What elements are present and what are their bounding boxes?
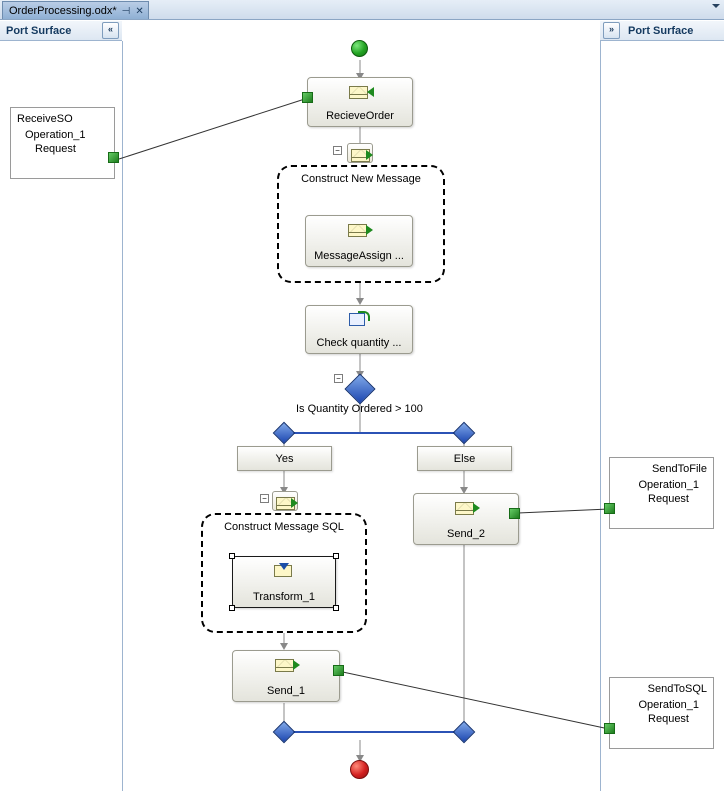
end-orchestration-icon[interactable]	[350, 760, 369, 779]
port-receiveso-operation: Operation_1	[25, 129, 86, 141]
port-sendtofile[interactable]	[609, 457, 714, 529]
send-message-icon	[275, 657, 297, 675]
port-sendtosql-message: Request	[648, 713, 689, 725]
shape-transform-1-label: Transform_1	[253, 591, 315, 603]
shape-send-2[interactable]	[413, 493, 519, 545]
branch-yes[interactable]	[237, 446, 332, 471]
port-sendtofile-operation: Operation_1	[638, 479, 699, 491]
branch-else-label: Else	[453, 453, 476, 465]
right-port-surface-header	[600, 21, 724, 41]
port-sendtofile-name: SendToFile	[651, 463, 707, 475]
left-port-surface-title: Port Surface	[6, 24, 72, 37]
port-sendtosql-name: SendToSQL	[647, 683, 707, 695]
close-icon[interactable]: ✕	[135, 5, 144, 17]
selection-handle-tl[interactable]	[229, 553, 235, 559]
shape-send-1-connector[interactable]	[333, 665, 344, 676]
transform-icon	[274, 562, 294, 578]
begin-orchestration-icon[interactable]	[351, 40, 368, 57]
selection-handle-tr[interactable]	[333, 553, 339, 559]
shape-send-1[interactable]	[232, 650, 340, 702]
shape-send-2-connector[interactable]	[509, 508, 520, 519]
left-port-surface-header	[0, 21, 122, 41]
document-tab-strip	[0, 0, 724, 20]
tab-orderprocessing[interactable]	[2, 1, 149, 19]
message-assignment-icon	[348, 222, 370, 240]
port-receiveso[interactable]	[10, 107, 115, 179]
chevron-right-icon[interactable]: »	[603, 22, 620, 39]
shape-receive-order-connector[interactable]	[302, 92, 313, 103]
chevron-left-icon[interactable]: «	[102, 22, 119, 39]
shape-send-1-label: Send_1	[267, 685, 305, 697]
scope-construct-new-message-label: Construct New Message	[301, 173, 421, 185]
port-sendtofile-message: Request	[648, 493, 689, 505]
branch-yes-label: Yes	[275, 453, 294, 465]
right-port-surface-title: Port Surface	[628, 24, 694, 37]
send-message-icon-2	[455, 500, 477, 518]
shape-transform-1[interactable]	[232, 556, 336, 608]
port-sendtosql[interactable]	[609, 677, 714, 749]
selection-handle-br[interactable]	[333, 605, 339, 611]
shape-expression-check-quantity[interactable]	[305, 305, 413, 354]
shape-message-assignment[interactable]	[305, 215, 413, 267]
scope-construct-message-sql-label: Construct Message SQL	[224, 521, 344, 533]
port-sendtosql-connector[interactable]	[604, 723, 615, 734]
decide-label: Is Quantity Ordered > 100	[296, 403, 423, 415]
minus-toggle-decide[interactable]: −	[334, 374, 343, 383]
tab-label: OrderProcessing.odx*	[9, 5, 117, 17]
selection-handle-bl[interactable]	[229, 605, 235, 611]
receive-message-icon	[349, 84, 371, 102]
port-receiveso-connector[interactable]	[108, 152, 119, 163]
port-sendtofile-connector[interactable]	[604, 503, 615, 514]
expression-icon	[349, 311, 369, 327]
port-receiveso-message: Request	[35, 143, 76, 155]
minus-toggle-construct-message-sql[interactable]: −	[260, 494, 269, 503]
shape-receive-order[interactable]	[307, 77, 413, 127]
shape-send-2-label: Send_2	[447, 528, 485, 540]
pin-icon[interactable]: ⊣	[121, 5, 131, 17]
shape-message-assignment-label: MessageAssign ...	[314, 250, 404, 262]
construct-message-sql-scope-icon	[272, 491, 298, 511]
chevron-down-icon[interactable]	[712, 4, 720, 8]
branch-else[interactable]	[417, 446, 512, 471]
construct-message-scope-icon	[347, 143, 373, 163]
port-receiveso-name: ReceiveSO	[17, 113, 73, 125]
shape-receive-order-label: RecieveOrder	[326, 110, 394, 122]
port-sendtosql-operation: Operation_1	[638, 699, 699, 711]
shape-expression-check-quantity-label: Check quantity ...	[316, 337, 402, 349]
minus-toggle-construct-new-message[interactable]: −	[333, 146, 342, 155]
